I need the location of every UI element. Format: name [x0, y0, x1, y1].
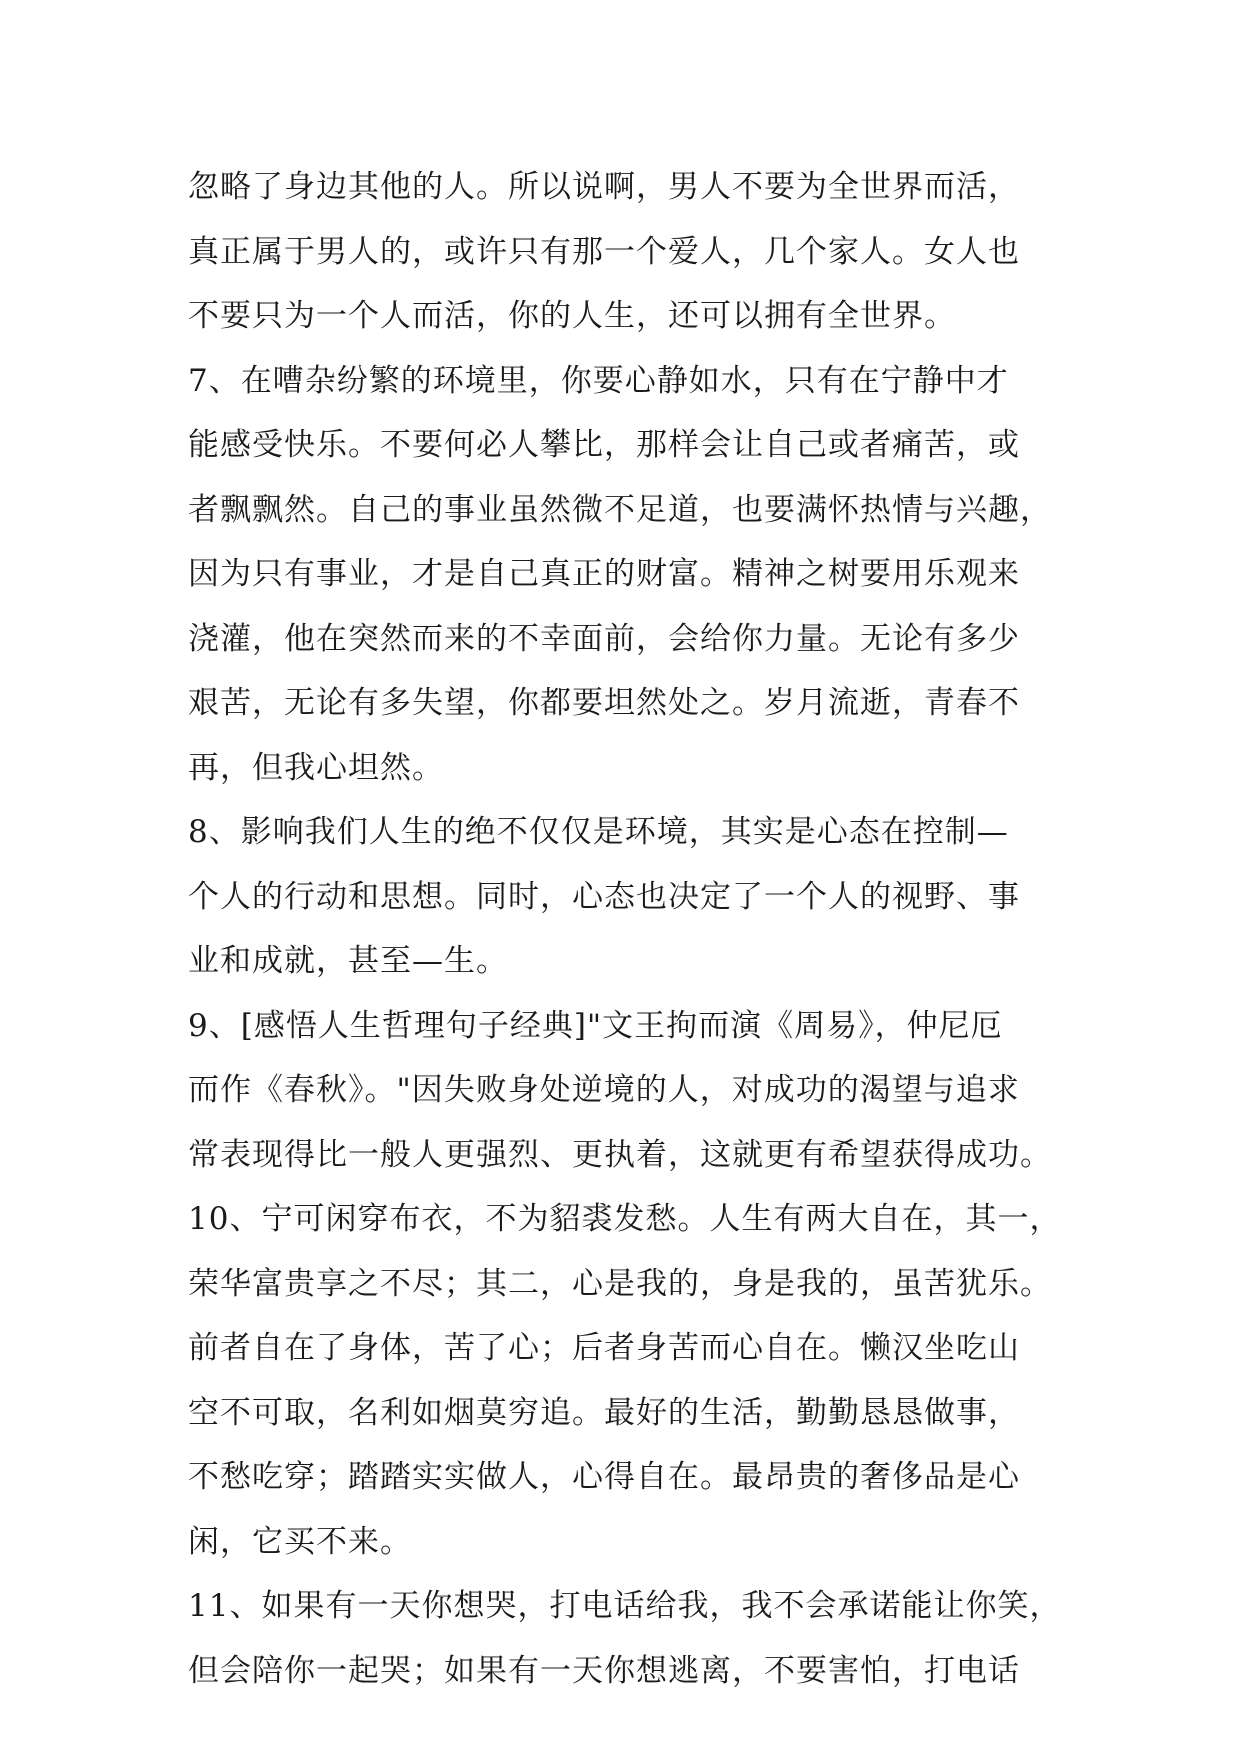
body-text	[188, 155, 1068, 1703]
text-line: 10、宁可闲穿布衣，不为貂裘发愁。人生有两大自在，其一，	[188, 1201, 1062, 1237]
text-line: 闲，它买不来。	[188, 1523, 412, 1560]
text-line: 但会陪你一起哭；如果有一天你想逃离，不要害怕，打电话	[188, 1652, 1020, 1689]
text-line: 9、[感悟人生哲理句子经典]"文王拘而演《周易》，仲尼厄	[188, 1007, 1003, 1044]
text-line: 7、在嘈杂纷繁的环境里，你要心静如水，只有在宁静中才	[188, 362, 1009, 399]
text-line: 而作《春秋》。"因失败身处逆境的人，对成功的渴望与追求	[188, 1072, 1020, 1108]
text-line: 忽略了身边其他的人。所以说啊，男人不要为全世界而活，	[188, 169, 1020, 205]
text-line: 荣华富贵享之不尽；其二，心是我的，身是我的，虽苦犹乐。	[188, 1265, 1052, 1302]
text-line: 能感受快乐。不要何必人攀比，那样会让自己或者痛苦，或	[188, 427, 1020, 463]
text-line: 不愁吃穿；踏踏实实做人，心得自在。最昂贵的奢侈品是心	[188, 1459, 1020, 1495]
text-line: 不要只为一个人而活，你的人生，还可以拥有全世界。	[188, 298, 956, 334]
text-line: 空不可取，名利如烟莫穷追。最好的生活，勤勤恳恳做事，	[188, 1394, 1020, 1431]
text-line: 浇灌，他在突然而来的不幸面前，会给你力量。无论有多少	[188, 620, 1020, 657]
text-line: 个人的行动和思想。同时，心态也决定了一个人的视野、事	[188, 878, 1020, 915]
text-line: 因为只有事业，才是自己真正的财富。精神之树要用乐观来	[188, 556, 1020, 592]
text-line: 再，但我心坦然。	[188, 749, 444, 786]
text-line: 常表现得比一般人更强烈、更执着，这就更有希望获得成功。	[188, 1136, 1052, 1173]
text-line: 前者自在了身体，苦了心；后者身苦而心自在。懒汉坐吃山	[188, 1330, 1020, 1366]
text-line: 8、影响我们人生的绝不仅仅是环境，其实是心态在控制—	[188, 814, 1009, 850]
text-line: 者飘飘然。自己的事业虽然微不足道，也要满怀热情与兴趣，	[188, 491, 1052, 528]
text-line: 艰苦，无论有多失望，你都要坦然处之。岁月流逝，青春不	[188, 685, 1020, 721]
text-line: 真正属于男人的，或许只有那一个爱人，几个家人。女人也	[188, 233, 1020, 270]
text-line: 业和成就，甚至—生。	[188, 943, 508, 979]
text-line: 11、如果有一天你想哭，打电话给我，我不会承诺能让你笑，	[188, 1588, 1062, 1624]
